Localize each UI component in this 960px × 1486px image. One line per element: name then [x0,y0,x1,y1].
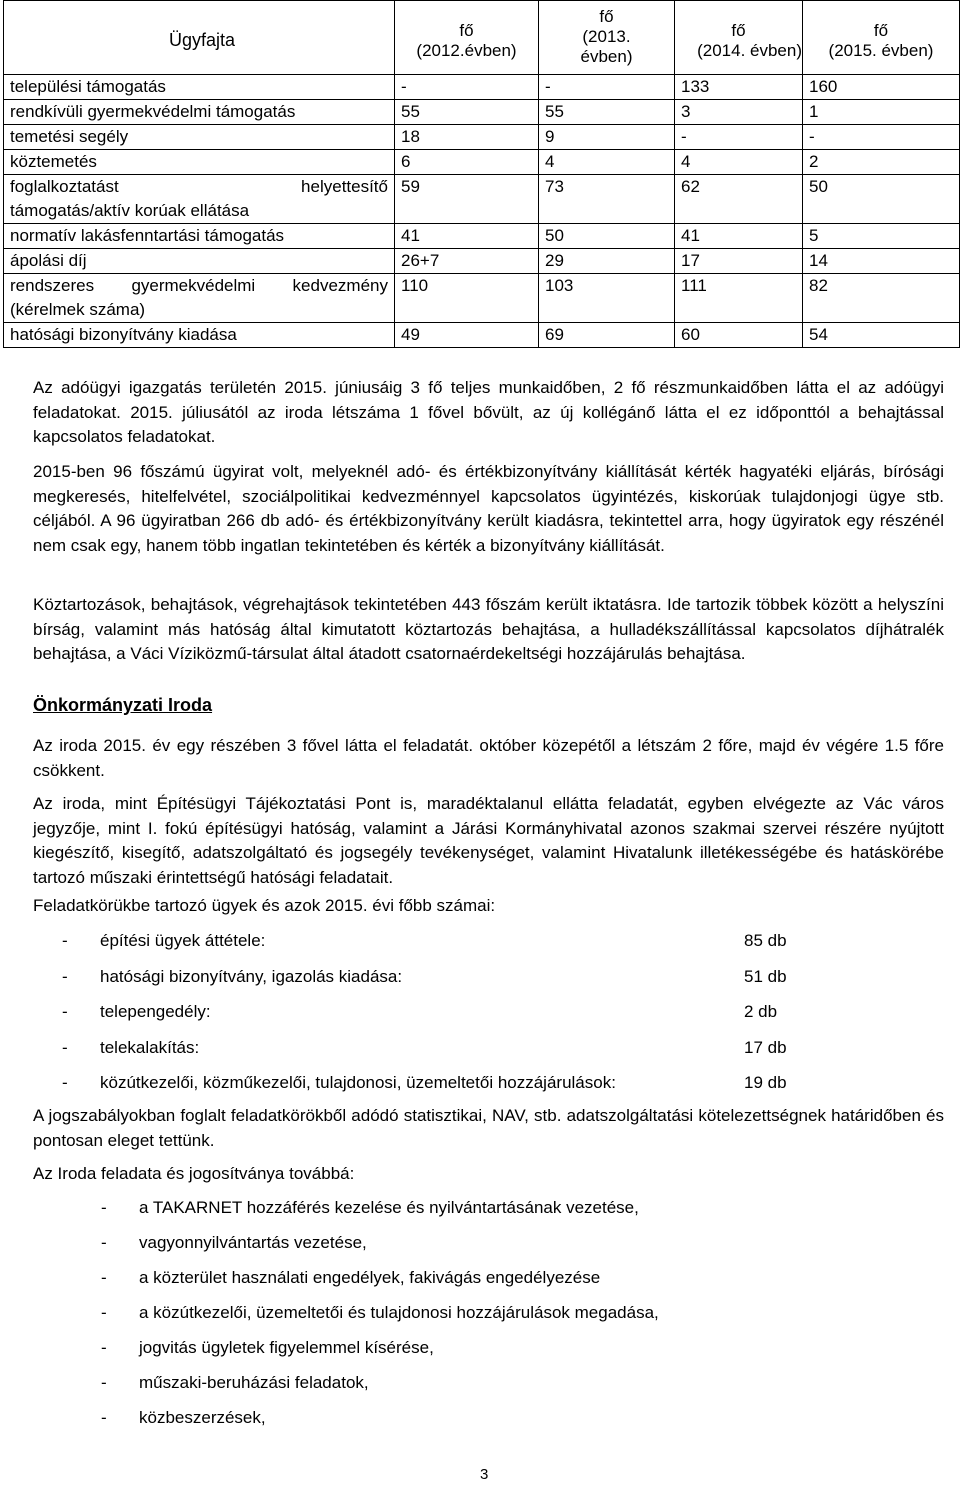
list-item: - építési ügyek áttétele: 85 db [62,931,787,950]
list-item: - hatósági bizonyítvány, igazolás kiadása: 51 db [62,966,787,986]
list-item: - telepengedély: 2 db [62,1002,778,1021]
cell-2014: 41 [675,224,803,249]
paragraph-data-reporting: A jogszabályokban foglalt feladatkörökből adódó statisztikai, NAV, stb. adatszolgáltatási kötelezettségnek határidőben és pontosan eleget tettünk. [33,1106,944,1150]
cell-2012: 26+7 [395,249,539,274]
paragraph-building-office: Az iroda, mint Építésügyi Tájékoztatási Pont is, maradéktalanul ellátta feladatát, egyben elvégezte az Vác város jegyzője, mint I. fokú építésügyi hatóság, valamint a Járási Kormányhivatal azonos szakmai szervei részére nyújtott kiegészítő, kisegítő, adatszolgáltató és jogsegély tevékenységet, valamint Hivatalunk illetékességébe és hatáskörébe tartozó műszaki érintettségű hatósági feladatait. [33,794,944,887]
row-label: rendszeres gyermekvédelmi kedvezmény (kérelmek száma) [4,274,395,323]
cell-2012: 6 [395,150,539,175]
cell-2015: 50 [803,175,960,224]
paragraph-duties-intro: Az Iroda feladata és jogosítványa továbbá: [33,1164,355,1183]
header-2013: fő (2013. évben) [539,1,675,75]
table-row [4,125,960,150]
list-item: - telekalakítás: 17 db [62,1037,787,1057]
cell-2015: 82 [803,274,960,323]
cell-2015: 2 [803,150,960,175]
table-row [4,224,960,249]
cell-2015: 160 [803,75,960,100]
row-label: ápolási díj [4,249,395,274]
row-label: hatósági bizonyítvány kiadása [4,323,395,348]
cell-2015: 1 [803,100,960,125]
header-2015: fő (2015. évben) [803,1,960,75]
paragraph-collections: Köztartozások, behajtások, végrehajtások tekintetében 443 főszám került iktatásra. Ide tartozik többek között a helyszíni bírság, valamint más hatóság által kimutatott köztartozás behajtása, a hulladékszállítással kapcsolatos díjhátralék behajtása, a Váci Víziközmű-társulat által átadott csatornaérdekeltségi hozzájárulás behajtása. [33,595,944,663]
cell-2014: 62 [675,175,803,224]
cell-2013: 4 [539,150,675,175]
header-case-type: Ügyfajta [4,1,395,75]
cell-2015: - [803,125,960,150]
cell-2012: - [395,75,539,100]
cell-2013: 73 [539,175,675,224]
table-row [4,75,960,100]
paragraph-tax-certificates: 2015-ben 96 főszámú ügyirat volt, melyeknél adó- és értékbizonyítvány kiállítását kérték hagyatéki eljárás, bírósági megkeresés, hitelfelvétel, szociálpolitikai kedvezménnyel kapcsolatos ügyintézés, kiskorúak tulajdonjogi ügye stb. céljából. A 96 ügyiratban 266 db adó- és értékbizonyítvány került kiadásra, tekintettel arra, hogy ügyiratok egy részénél nem csak egy, hanem több ingatlan tekintetében és kérték a bizonyítvány kiállítását. [33,462,944,555]
cell-2014: - [675,125,803,150]
row-label: települési támogatás [4,75,395,100]
row-label: foglalkoztatást helyettesítő támogatás/aktív korúak ellátása [4,175,395,224]
cell-2015: 5 [803,224,960,249]
table-row [4,100,960,125]
cell-2012: 49 [395,323,539,348]
cell-2013: 29 [539,249,675,274]
cell-2013: 50 [539,224,675,249]
row-label: rendkívüli gyermekvédelmi támogatás [4,100,395,125]
cell-2015: 54 [803,323,960,348]
cell-2013: 103 [539,274,675,323]
row-label: normatív lakásfenntartási támogatás [4,224,395,249]
cell-2014: 133 [675,75,803,100]
page-number: 3 [480,1466,489,1483]
header-2014: fő (2014. évben) [675,1,803,75]
paragraph-tax-staff: Az adóügyi igazgatás területén 2015. júniusáig 3 fő teljes munkaidőben, 2 fő részmunkaidőben látta el az adóügyi feladatokat. 2015. júliusától az iroda létszáma 1 fővel bővült, az új kollégánő látta el ez időponttól a behajtással kapcsolatos feladatokat. [33,378,944,446]
table-header-row [4,1,960,75]
table-row [4,249,960,274]
paragraph-office-staff: Az iroda 2015. év egy részében 3 fővel látta el feladatát. október közepétől a létszám 2 főre, majd év végére 1.5 főre csökkent. [33,736,944,780]
cell-2014: 4 [675,150,803,175]
section-heading: Önkormányzati Iroda [33,695,213,715]
cell-2012: 55 [395,100,539,125]
row-label: köztemetés [4,150,395,175]
list-item: - közútkezelői, közműkezelői, tulajdonosi, üzemeltetői hozzájárulások: 19 db [62,1073,787,1092]
row-label: temetési segély [4,125,395,150]
cell-2013: 69 [539,323,675,348]
header-2012: fő (2012.évben) [395,1,539,75]
cell-2014: 3 [675,100,803,125]
cell-2013: - [539,75,675,100]
cell-2014: 60 [675,323,803,348]
cell-2015: 14 [803,249,960,274]
cell-2014: 111 [675,274,803,323]
table-row [4,323,960,348]
cell-2012: 41 [395,224,539,249]
case-statistics-table [3,0,960,348]
cell-2014: 17 [675,249,803,274]
paragraph-cases-intro: Feladatkörükbe tartozó ügyek és azok 2015. évi főbb számai: [33,896,496,915]
case-count-list [62,929,822,1107]
cell-2013: 55 [539,100,675,125]
cell-2012: 110 [395,274,539,323]
cell-2012: 59 [395,175,539,224]
cell-2012: 18 [395,125,539,150]
cell-2013: 9 [539,125,675,150]
table-row [4,150,960,175]
table-row [4,274,960,323]
table-row [4,175,960,224]
